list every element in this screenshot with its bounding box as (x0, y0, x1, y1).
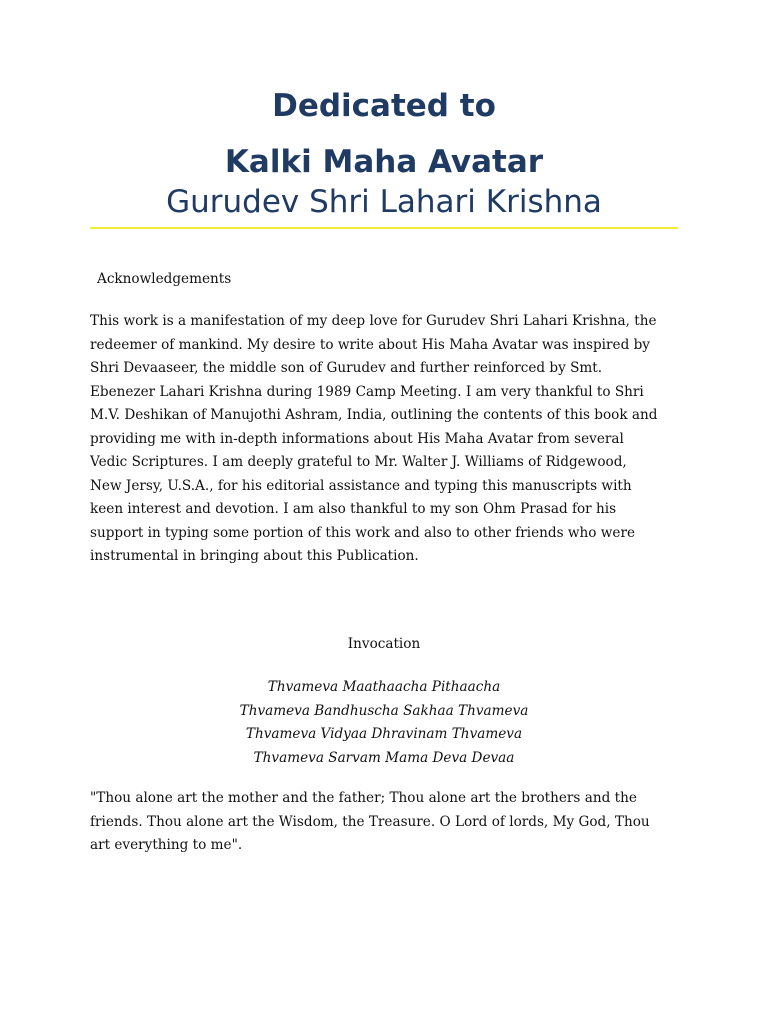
paragraph-line: This work is a manifestation of my deep love for Gurudev Shri Lahari Krishna, the (90, 313, 657, 329)
verse-translation (90, 787, 690, 858)
paragraph-line: Shri Devaaseer, the middle son of Gurudev and further reinforced by Smt. (90, 360, 603, 376)
acknowledgements-heading: Acknowledgements (97, 271, 232, 287)
translation-line: art everything to me". (90, 837, 243, 853)
paragraph-line: support in typing some portion of this work and also to other friends who were (90, 524, 635, 541)
verse-line: Thvameva Maathaacha Pithaacha (267, 679, 501, 695)
paragraph-line: instrumental in bringing about this Publication. (90, 548, 419, 564)
gurudev-subtitle: Gurudev Shri Lahari Krishna (166, 184, 602, 220)
invocation-heading: Invocation (347, 636, 421, 652)
translation-line: friends. Thou alone art the Wisdom, the Treasure. O Lord of lords, My God, Thou (90, 813, 650, 830)
acknowledgements-paragraph (90, 310, 690, 569)
verse-line: Thvameva Vidyaa Dhravinam Thvameva (245, 726, 523, 742)
paragraph-line: M.V. Deshikan of Manujothi Ashram, India, outlining the contents of this book and (90, 407, 658, 423)
dedication-heading: Dedicated to (272, 88, 496, 124)
paragraph-line: redeemer of mankind. My desire to write about His Maha Avatar was inspired by (90, 336, 650, 353)
paragraph-line: Ebenezer Lahari Krishna during 1989 Camp Meeting. I am very thankful to Shri (90, 383, 644, 400)
verse-line: Thvameva Bandhuscha Sakhaa Thvameva (239, 702, 529, 719)
paragraph-line: keen interest and devotion. I am also thankful to my son Ohm Prasad for his (90, 501, 617, 517)
avatar-title: Kalki Maha Avatar (224, 144, 544, 180)
invocation-verse (0, 676, 768, 770)
verse-line: Thvameva Sarvam Mama Deva Devaa (253, 749, 515, 766)
paragraph-line: New Jersy, U.S.A., for his editorial assistance and typing this manuscripts with (90, 477, 632, 494)
title-divider (90, 227, 678, 229)
translation-line: "Thou alone art the mother and the father; Thou alone art the brothers and the (90, 790, 637, 806)
paragraph-line: providing me with in-depth informations about His Maha Avatar from several (90, 430, 624, 447)
paragraph-line: Vedic Scriptures. I am deeply grateful to Mr. Walter J. Williams of Ridgewood, (90, 454, 627, 470)
